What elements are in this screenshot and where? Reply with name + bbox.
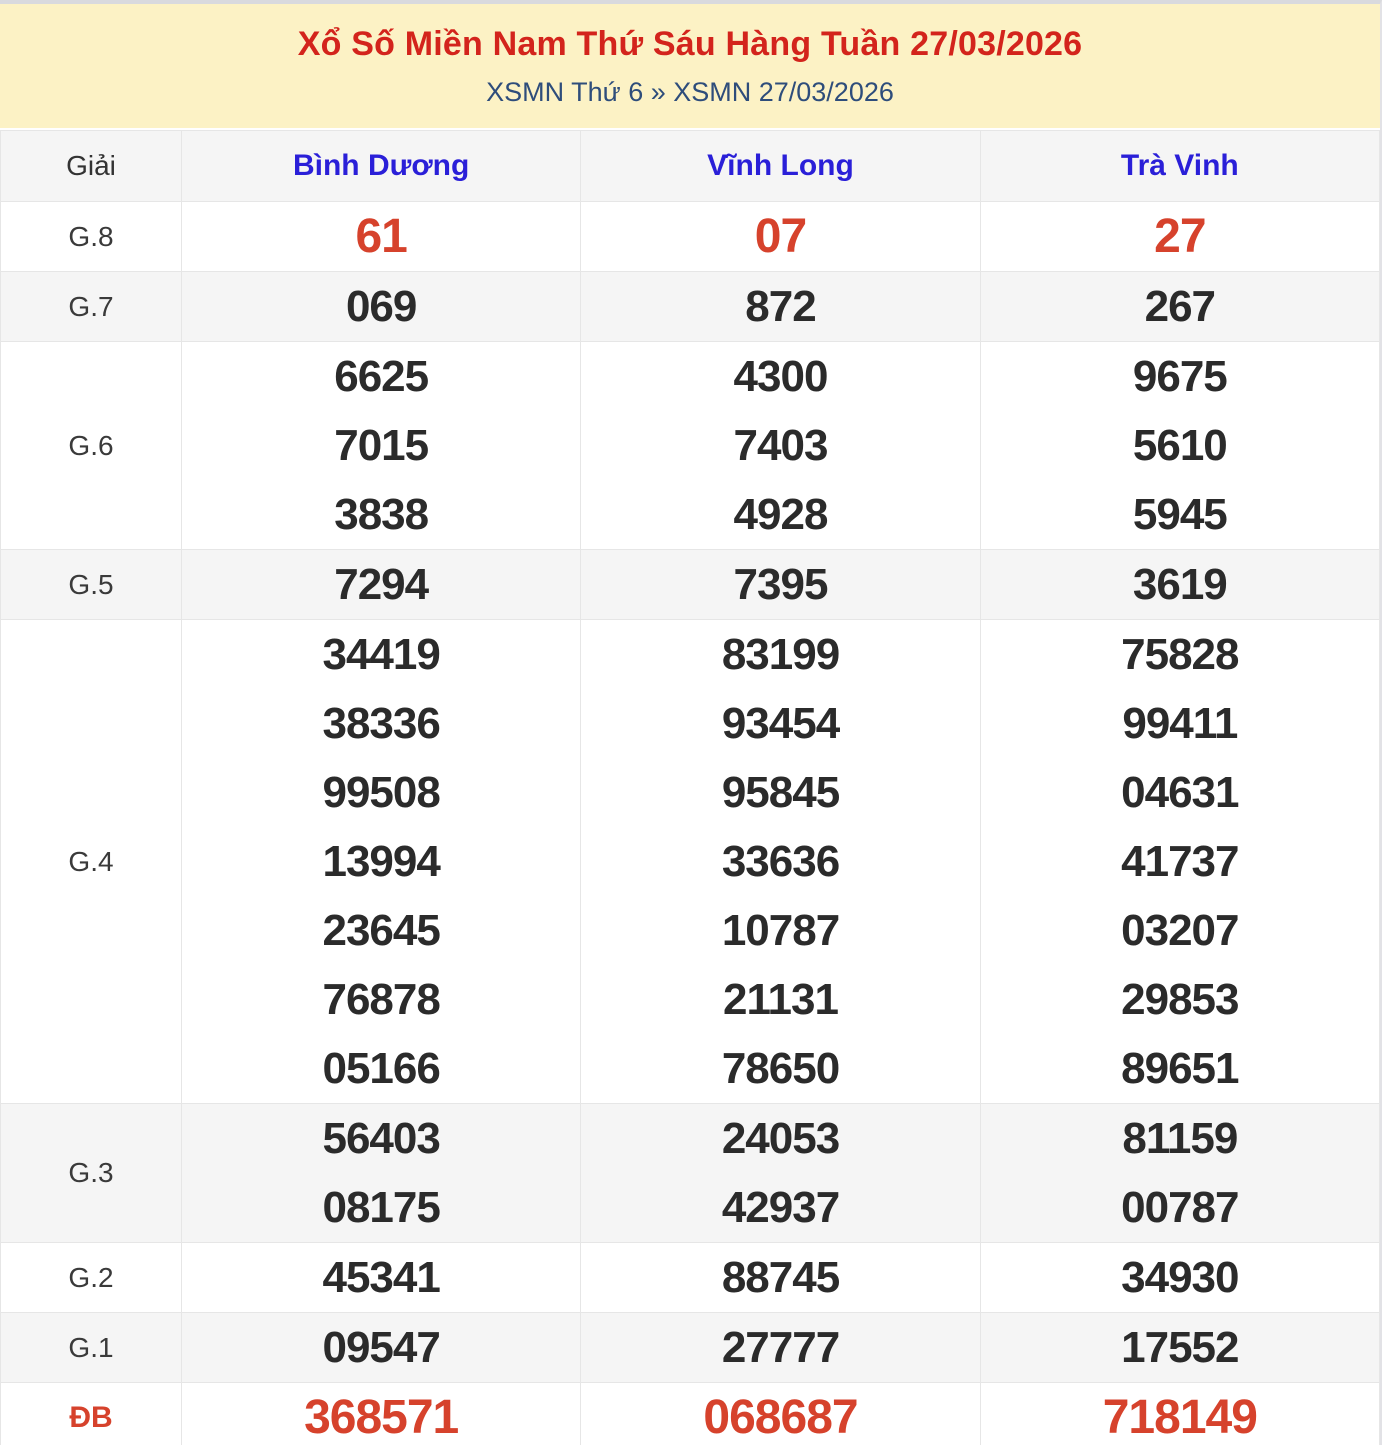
prize-number: 068687 [703,1391,858,1444]
result-cell [182,1313,581,1383]
prize-number: 34419 [322,630,440,679]
column-header-binh-duong: Bình Dương [182,131,581,202]
prize-number: 27777 [721,1323,840,1372]
table-row [1,550,1380,620]
prize-number: 7403 [733,421,828,470]
table-header-row [1,131,1380,202]
table-row [1,1313,1380,1383]
result-cell [182,550,581,620]
table-row [1,202,1380,272]
prize-number: 76878 [322,975,440,1024]
prize-number: 95845 [721,768,840,817]
prize-number: 89651 [1121,1044,1239,1093]
prize-number: 33636 [721,837,840,886]
prize-number: 6625 [334,352,429,401]
table-row [1,620,1380,1104]
prize-number: 29853 [1121,975,1239,1024]
result-cell [581,272,980,342]
result-cell [980,1383,1379,1445]
prize-number: 56403 [322,1114,440,1163]
result-cell [980,1104,1379,1243]
prize-number: 3838 [334,490,429,539]
result-cell [980,202,1379,272]
table-row [1,1104,1380,1243]
prize-number: 4928 [733,490,828,539]
prize-number: 07 [754,210,807,263]
prize-label: G.3 [1,1104,182,1243]
prize-number: 7395 [733,560,828,609]
column-header-prize: Giải [1,131,182,202]
prize-number: 99508 [322,768,440,817]
prize-number: 99411 [1122,699,1238,748]
prize-number: 24053 [721,1114,840,1163]
prize-number: 34930 [1121,1253,1239,1302]
prize-number: 04631 [1121,768,1239,817]
result-cell [182,1243,581,1313]
table-row [1,1383,1380,1445]
prize-number: 4300 [733,352,828,401]
prize-number: 27 [1154,210,1206,263]
prize-number: 13994 [322,837,440,886]
prize-label: G.7 [1,272,182,342]
table-row [1,272,1380,342]
result-cell [182,1383,581,1445]
prize-number: 718149 [1102,1391,1257,1444]
result-cell [182,342,581,550]
prize-number: 00787 [1121,1183,1239,1232]
prize-number: 9675 [1132,352,1227,401]
breadcrumb[interactable]: XSMN Thứ 6 » XSMN 27/03/2026 [486,76,894,107]
result-cell [980,620,1379,1104]
result-cell [980,272,1379,342]
prize-number: 09547 [322,1323,440,1372]
prize-number: 5945 [1132,490,1227,539]
result-cell [182,1104,581,1243]
prize-number: 45341 [322,1253,440,1302]
prize-number: 83199 [721,630,840,679]
result-cell [581,1104,980,1243]
result-cell [182,620,581,1104]
prize-number: 42937 [721,1183,840,1232]
column-header-vinh-long: Vĩnh Long [581,131,980,202]
prize-number: 03207 [1121,906,1239,955]
result-cell [581,1313,980,1383]
prize-number: 5610 [1132,421,1227,470]
prize-label: G.5 [1,550,182,620]
result-cell [980,1313,1379,1383]
prize-number: 93454 [721,699,840,748]
prize-label: G.4 [1,620,182,1104]
table-row [1,342,1380,550]
prize-number: 069 [345,282,417,331]
prize-label: ĐB [1,1383,182,1445]
prize-number: 10787 [721,906,840,955]
results-table [0,130,1380,1445]
prize-number: 78650 [721,1044,840,1093]
prize-number: 38336 [322,699,440,748]
prize-number: 3619 [1132,560,1227,609]
prize-number: 88745 [721,1253,840,1302]
result-cell [980,550,1379,620]
prize-number: 23645 [322,906,440,955]
prize-number: 872 [745,282,816,331]
prize-number: 05166 [322,1044,440,1093]
prize-number: 7015 [334,421,429,470]
result-cell [581,620,980,1104]
prize-label: G.8 [1,202,182,272]
result-cell [581,1383,980,1445]
prize-number: 41737 [1121,837,1239,886]
prize-number: 81159 [1122,1114,1238,1163]
result-cell [980,1243,1379,1313]
result-cell [182,272,581,342]
prize-label: G.1 [1,1313,182,1383]
prize-number: 61 [355,210,407,263]
prize-number: 21131 [723,975,838,1024]
result-cell [581,550,980,620]
page-header [0,4,1380,128]
prize-number: 17552 [1121,1323,1239,1372]
column-header-tra-vinh: Trà Vinh [980,131,1379,202]
prize-number: 08175 [322,1183,440,1232]
result-cell [581,1243,980,1313]
result-cell [581,342,980,550]
prize-number: 368571 [304,1391,459,1444]
table-row [1,1243,1380,1313]
result-cell [581,202,980,272]
prize-label: G.6 [1,342,182,550]
result-cell [182,202,581,272]
prize-label: G.2 [1,1243,182,1313]
result-cell [980,342,1379,550]
page-title: Xổ Số Miền Nam Thứ Sáu Hàng Tuần 27/03/2026 [297,24,1083,63]
prize-number: 267 [1144,282,1216,331]
prize-number: 7294 [334,560,429,609]
prize-number: 75828 [1121,630,1239,679]
